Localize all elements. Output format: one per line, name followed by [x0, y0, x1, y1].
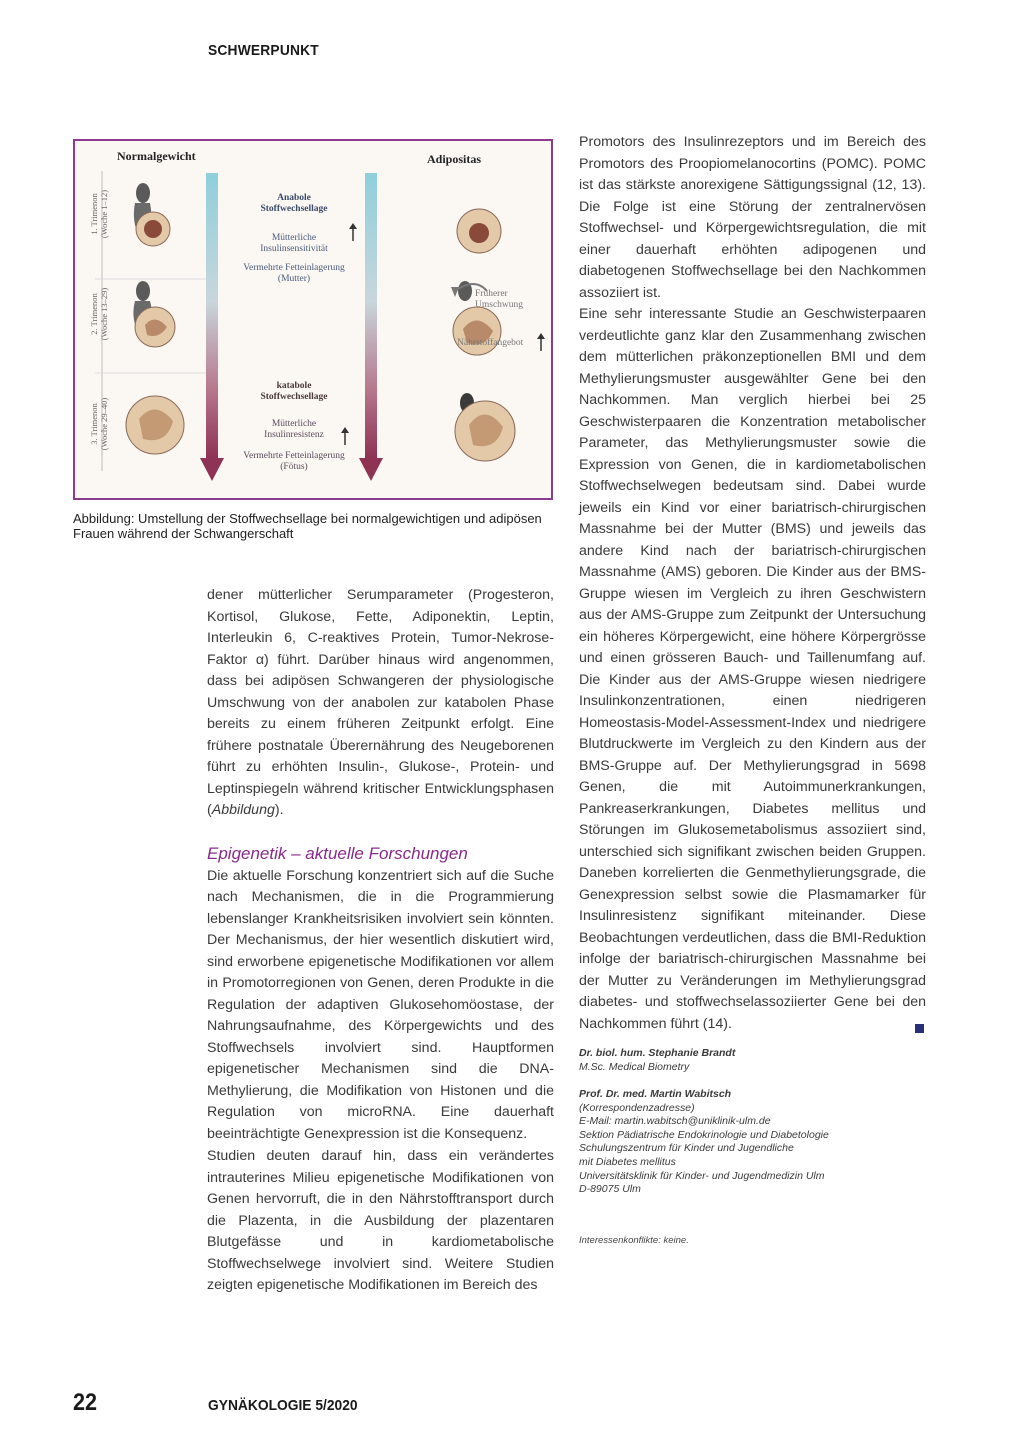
- label-catabolic-state: katabole Stoffwechsellage: [260, 381, 328, 402]
- figure-caption: Abbildung: Umstellung der Stoffwechsellage bei normalgewichtigen und adipösen Frauen während der Schwangerschaft: [73, 511, 542, 541]
- label-trimester-3: 3. Trimenon (Woche 29–40): [89, 397, 109, 451]
- right-column: [579, 132, 926, 1035]
- label-trimester-1: 1. Trimenon (Woche 1–12): [89, 189, 109, 239]
- figure-title-normal-weight: Normalgewicht: [117, 149, 196, 163]
- label-trimester-2: 2. Trimenon (Woche 13–29): [89, 287, 109, 341]
- label-fat-storage-fetus: Vermehrte Fetteinlagerung (Fötus): [243, 451, 345, 472]
- label-fat-storage-mother: Vermehrte Fetteinlagerung (Mutter): [243, 263, 345, 284]
- paragraph: Die aktuelle Forschung konzentriert sich auf die Suche nach Mechanismen, die in die Programmierung lebenslanger Krankheitsrisiken involviert sein könnten. Der Mechanismus, der hier wesentlich diskutiert wird, sind erworbene epigenetische Modifikationen vor allem in Promotorregionen von Genen, deren Produkte in die Regulation der adaptiven Glukosehomöostase, der Nahrungsaufnahme, des Körpergewichts und des Stoffwechsels involviert sind. Hauptformen epigenetischer Mechanismen sind die DNA-Methylierung, die Modifikation von Histonen und die Regulation von microRNA. Eine dauerhaft beeinträchtigte Genexpression ist die Konsequenz.: [207, 867, 554, 1142]
- label-insulin-resistance: Mütterliche Insulinresistenz: [264, 419, 324, 440]
- paragraph: Studien deuten darauf hin, dass ein verändertes intrauterines Milieu epigenetische Modifikationen von Genen hervorruft, die in den Nährstofftransport durch die Plazenta, in die Ausbildung der plazentaren Blutgefässe und in kardiometabolische Stoffwechselwege involviert sind. Weitere Studien zeigten epigenetische Modifikationen im Bereich des: [207, 1148, 554, 1293]
- figure-title-obesity: Adipositas: [427, 152, 482, 166]
- page-number: 22: [73, 1389, 98, 1416]
- author-email[interactable]: E-Mail: martin.wabitsch@uniklinik-ulm.de: [579, 1115, 771, 1128]
- figure-obese-stages: [453, 209, 515, 461]
- conflict-of-interest: Interessenkonflikte: keine.: [579, 1235, 689, 1246]
- left-column: [207, 585, 554, 1297]
- label-nutrient-supply: Nährstoffangebot: [457, 338, 524, 348]
- author-block-2: Prof. Dr. med. Martin Wabitsch (Korrespondenzadresse) E-Mail: martin.wabitsch@uniklinik-ulm.de Sektion Pädiatrische Endokrinologie und Diabetologie Schulungszentrum für Kinder und Jugendliche mit Diabetes mellitus Universitätsklinik für Kinder- und Jugendmedizin Ulm D-89075 Ulm: [579, 1088, 926, 1197]
- label-insulin-sensitivity: Mütterliche Insulinsensitivität: [260, 233, 328, 254]
- figure-pregnancy-metabolism: [73, 139, 553, 500]
- end-mark: [915, 1018, 924, 1033]
- label-early-shift: Früherer Umschwung: [475, 289, 524, 310]
- paragraph: dener mütterlicher Serumparameter (Progesteron, Kortisol, Glukose, Fette, Adiponektin, Leptin, Interleukin 6, C-reaktives Protein, Tumor-Nekrose-Faktor α) führt. Darüber hinaus wird angenommen, dass bei adipösen Schwangeren der physiologische Umschwung von der anabolen zur katabolen Phase bereits zu einem früheren Zeitpunkt erfolgt. Eine frühere postnatale Überernährung des Neugeborenen führt zu erhöhten Insulin-, Glukose-, Protein- und Leptinspiegeln während kritischer Entwicklungsphasen (Abbildung).: [207, 587, 554, 818]
- section-label: SCHWERPUNKT: [208, 42, 319, 59]
- figure-normal-weight-stages: [126, 183, 184, 454]
- paragraph: Promotors des Insulinrezeptors und im Bereich des Promotors des Proopiomelanocortins (POMC). POMC ist das stärkste anorexigene Sättigungssignal (12, 13). Die Folge ist eine Störung der zentralnervösen Stoffwechsel- und Körpergewichtsregulation, die mit einer dauerhaft erhöhten adipogenen und diabetogenen Stoffwechsellage bei den Nachkommen assoziiert ist.: [579, 134, 926, 301]
- label-anabolic-state: Anabole Stoffwechsellage: [260, 193, 328, 214]
- author-block-1: Dr. biol. hum. Stephanie Brandt M.Sc. Medical Biometry: [579, 1047, 736, 1073]
- paragraph: Eine sehr interessante Studie an Geschwisterpaaren verdeutlichte ganz klar den Zusammenhang zwischen dem mütterlichen präkonzeptionellen BMI und dem Methylierungsmuster ausgewählter Gene bei den Nachkommen. Man verglich hierbei bei 25 Geschwisterpaaren die Konzentration metabolischer Parameter, das Methylierungsmuster sowie die Expression von Genen, die in kardiometabolischen Stoffwechselwegen bedeutsam sind. Dabei wurde jeweils ein Kind vor einer bariatrisch-chirurgischen Massnahme bei der Mutter (BMS) und jeweils das andere Kind nach der bariatrisch-chirurgischen Massnahme (AMS) geboren. Die Kinder aus der BMS-Gruppe wiesen im Vergleich zu ihren Geschwistern aus der AMS-Gruppe zum Zeitpunkt der Untersuchung ein höheres Körpergewicht, eine höhere Körpergrösse und einen grösseren Bauch- und Taillenumfang auf. Die Kinder aus der AMS-Gruppe wiesen niedrigere Insulinkonzentrationen, einen niedrigeren Homeostasis-Model-Assessment-Index und niedrigere Blutdruckwerte im Vergleich zu den Kindern aus der BMS-Gruppe auf. Der Methylierungsgrad in 5698 Genen, die mit Autoimmunerkrankungen, Pankreaserkrankungen, Diabetes mellitus und Störungen im Glukosemetabolismus assoziiert sind, unterschied sich signifikant zwischen beiden Gruppen. Daneben korrelierten die Genmethylierungsgrade, die Genexpression selbst sowie die Plasmamarker für Insulinresistenz signifikant miteinander. Diese Beobachtungen verdeutlichen, dass die BMI-Reduktion infolge der bariatrisch-chirurgischen Massnahme bei der Mutter zu Veränderungen im Methylierungsgrad diabetes- und stoffwechselassoziierter Gene bei den Nachkommen führt (14).: [579, 306, 926, 1032]
- section-heading: Epigenetik – aktuelle Forschungen: [207, 843, 468, 863]
- journal-issue: GYNÄKOLOGIE 5/2020: [208, 1397, 358, 1414]
